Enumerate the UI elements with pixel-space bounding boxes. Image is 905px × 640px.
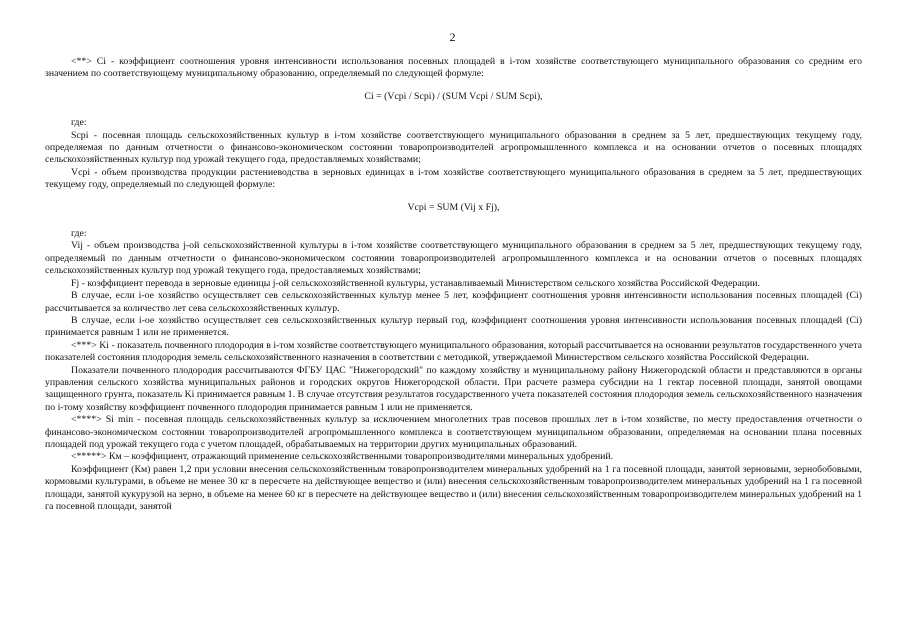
document-body [45, 56, 862, 513]
formula-vcpi: Vcpi = SUM (Vij x Fj), [407, 201, 500, 213]
where-label: где: [71, 117, 87, 129]
definition-fj: Fj - коэффициент перевода в зерновые единицы j-ой сельскохозяйственной культуры, устанавливаемый Министерством сельского хозяйства Российской Федерации. [71, 277, 760, 289]
paragraph-soil-fertility: Показатели почвенного плодородия рассчитываются ФГБУ ЦАС "Нижегородский" по каждому хозяйству и муниципальному району Нижегородской области и представляются в органы управления сельского хозяйства муниципальных районов и городских округов Нижегородской области. При расчете размера субсидии на 1 гектар посевной площади, занятой овощами защищенного грунта, показатель Ki принимается равным 1. В случае отсутствия результатов государственного учета показателей состояния плодородия земель сельскохозяйственного назначения по i-тому хозяйству коэффициент почвенного плодородия принимается равным 1 или не применяется. [45, 364, 862, 413]
footnote-si-min: <****> Si min - посевная площадь сельскохозяйственных культур за исключением многолетних трав посевов прошлых лет в i-том хозяйстве, по месту предоставления отчетности о финансово-экономическом состоянии товаропроизводителей агропромышленного комплекса в соответствующем муниципальном образовании, определяемая на основании плана посевных площадей под урожай текущего года с учетом площадей, обрабатываемых на территории других муниципальных образований. [45, 414, 862, 450]
definition-scpi: Scpi - посевная площадь сельскохозяйственных культур в i-том хозяйстве соответствующего муниципального образования в среднем за 5 лет, предшествующих текущему году, определяемая по данным отчетности о финансово-экономическом состоянии товаропроизводителей агропромышленного комплекса и на основании отчетов о посевных площадях сельскохозяйственных культур под урожай текущего года, предоставляемых хозяйствами; [45, 129, 862, 166]
definition-vcpi: Vcpi - объем производства продукции растениеводства в зерновых единицах в i-том хозяйстве соответствующего муниципального образования в среднем за 5 лет, предшествующих текущему году, определяемый по следующей формуле: [45, 166, 862, 191]
where-label: где: [71, 228, 87, 240]
footnote-km: <*****> Км – коэффициент, отражающий применение сельскохозяйственными товаропроизводителями минеральных удобрений. [71, 451, 614, 463]
paragraph-less-5-years: В случае, если i-ое хозяйство осуществляет сев сельскохозяйственных культур менее 5 лет, коэффициент соотношения уровня интенсивности использования посевных площадей (Ci) рассчитывается за количество лет сева сельскохозяйственных культур. [45, 290, 862, 314]
paragraph-km-conditions: Коэффициент (Км) равен 1,2 при условии внесения сельскохозяйственным товаропроизводителем минеральных удобрений на 1 га посевной площади, занятой зерновыми, зернобобовыми, кормовыми культурами, в объеме не менее 30 кг в пересчете на действующее вещество и (или) внесения сельскохозяйственным товаропроизводителем минеральных удобрений на 1 га посевной площади, занятой кукурузой на зерно, в объеме на менее 60 кг в пересчете на действующее вещество и (или) внесения сельскохозяйственным товаропроизводителем минеральных удобрений на 1 га посевной площади, занятой [45, 463, 863, 512]
footnote-ki: <***> Ki - показатель почвенного плодородия в i-том хозяйстве соответствующего муниципального образования, который рассчитывается на основании результатов государственного учета показателей состояния плодородия земель сельскохозяйственного назначения в соответствии с методикой, утверждаемой Министерством сельского хозяйства Российской Федерации. [45, 339, 862, 364]
footnote-ci: <**> Ci - коэффициент соотношения уровня интенсивности использования посевных площадей в i-том хозяйстве соответствующего муниципального образования со средним его значением по соответствующему муниципальному образованию, определяемый по следующей формуле: [45, 56, 862, 80]
formula-ci: Ci = (Vcpi / Scpi) / (SUM Vcpi / SUM Scpi), [364, 90, 543, 102]
paragraph-first-year: В случае, если i-ое хозяйство осуществляет сев сельскохозяйственных культур первый год, коэффициент соотношения уровня интенсивности использования посевных площадей (Ci) принимается равным 1 или не применяется. [45, 314, 862, 339]
definition-vij: Vij - объем производства j-ой сельскохозяйственной культуры в i-том хозяйстве соответствующего муниципального образования в среднем за 5 лет, предшествующих текущему году, определяемый по данным отчетности о финансово-экономическом состоянии товаропроизводителей агропромышленного комплекса и на основании отчетов о посевных площадях сельскохозяйственных культур под урожай текущего года, предоставляемых хозяйствами; [45, 240, 862, 277]
page-number: 2 [449, 30, 456, 44]
